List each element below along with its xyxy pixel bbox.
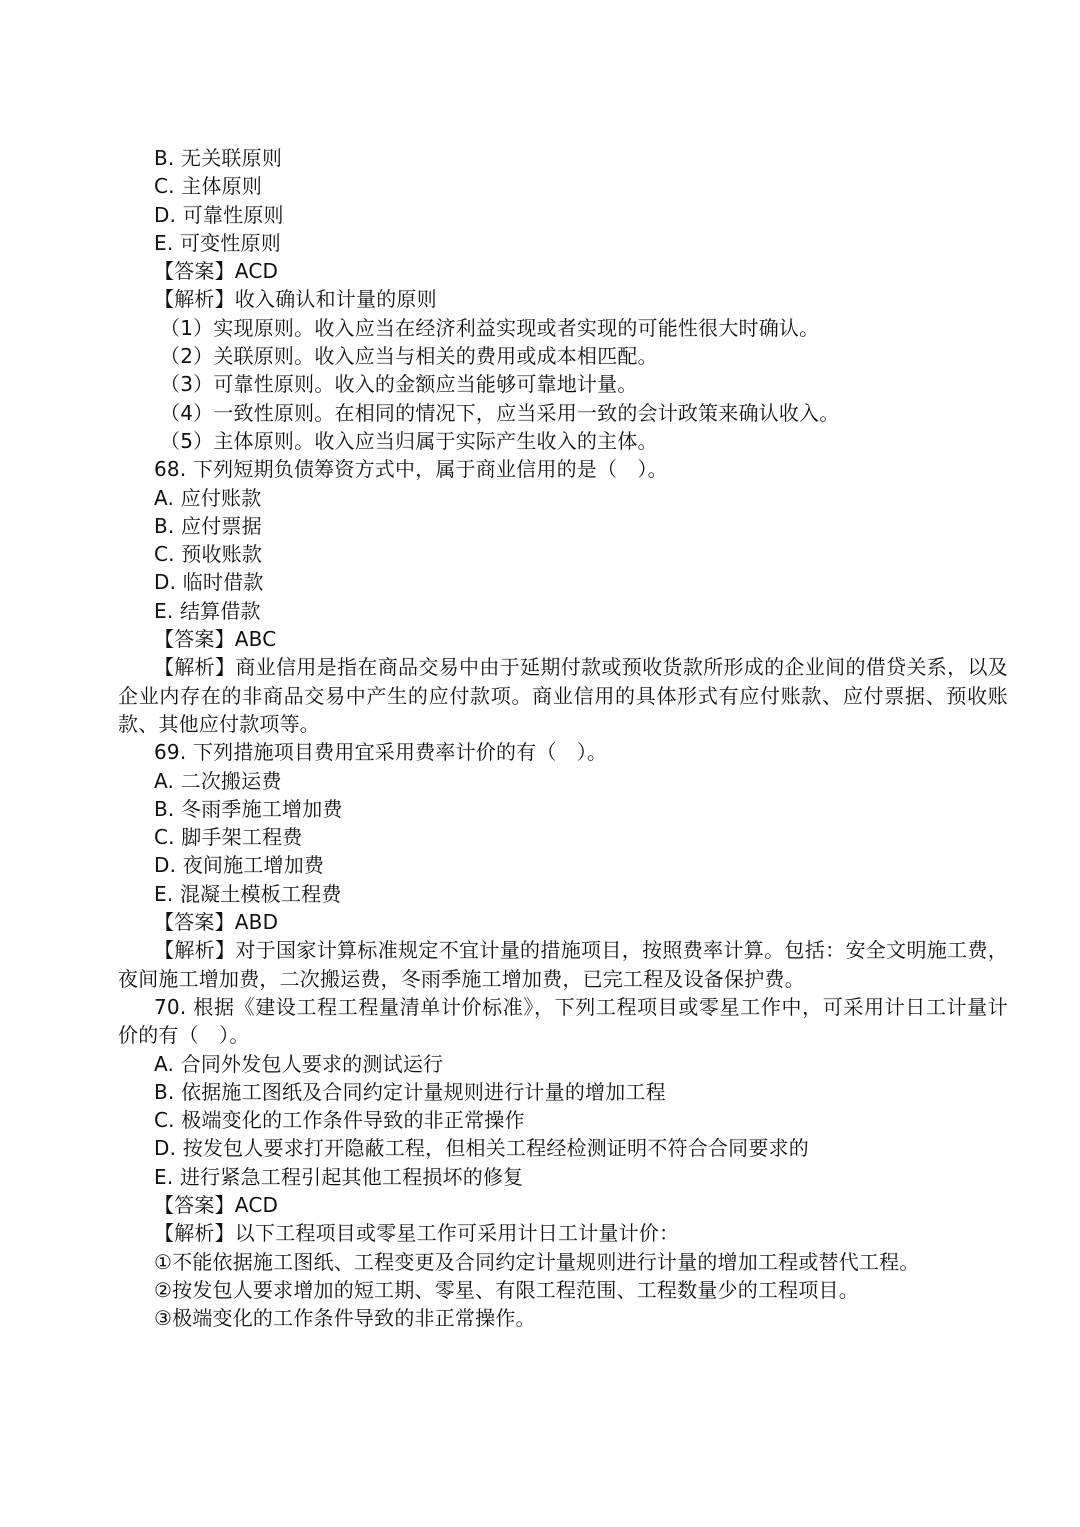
q70-analysis-item-2: ②按发包人要求增加的短工期、零星、有限工程范围、工程数量少的工程项目。 [154,1277,859,1302]
q70-option-b: B. 依据施工图纸及合同约定计量规则进行计量的增加工程 [154,1079,666,1104]
q67-analysis-item-4: （4）一致性原则。在相同的情况下，应当采用一致的会计政策来确认收入。 [160,400,840,425]
q68-option-b: B. 应付票据 [154,513,262,538]
q69-question: 69. 下列措施项目费用宜采用费率计价的有（ ）。 [154,740,608,765]
q68-answer: 【答案】ABC [154,627,277,652]
q67-analysis-item-2: （2）关联原则。收入应当与相关的费用或成本相匹配。 [160,344,658,369]
q67-analysis-head: 【解析】收入确认和计量的原则 [154,287,437,312]
q67-answer: 【答案】ACD [154,259,279,284]
q70-analysis-item-3: ③极端变化的工作条件导致的非正常操作。 [154,1306,536,1331]
q68-analysis: 【解析】商业信用是指在商品交易中由于延期付款或预收货款所形成的企业间的借贷关系，以及企业内存在的非商品交易中产生的应付款项。商业信用的具体形式有应付账款、应付票据、预收账款、其他应付款项等。 [118,655,1008,736]
q70-answer: 【答案】ACD [154,1192,279,1217]
q67-analysis-item-1: （1）实现原则。收入应当在经济利益实现或者实现的可能性很大时确认。 [160,315,820,340]
q70-option-a: A. 合同外发包人要求的测试运行 [154,1051,444,1076]
q70-analysis-head: 【解析】以下工程项目或零星工作可采用计日工计量计价： [154,1221,680,1246]
q70-question: 70. 根据《建设工程工程量清单计价标准》，下列工程项目或零星工作中，可采用计日工计量计价的有（ ）。 [118,994,1008,1048]
q70-option-e: E. 进行紧急工程引起其他工程损坏的修复 [154,1164,524,1189]
q69-option-e: E. 混凝土模板工程费 [154,881,342,906]
q67-option-c: C. 主体原则 [154,174,263,199]
q70-option-d: D. 按发包人要求打开隐蔽工程，但相关工程经检测证明不符合合同要求的 [154,1136,809,1161]
q69-option-c: C. 脚手架工程费 [154,825,303,850]
q68-option-c: C. 预收账款 [154,542,263,567]
q70-analysis-item-1: ①不能依据施工图纸、工程变更及合同约定计量规则进行计量的增加工程或替代工程。 [154,1249,920,1274]
q69-answer: 【答案】ABD [154,910,279,935]
q68-question: 68. 下列短期负债筹资方式中，属于商业信用的是（ ）。 [154,457,668,482]
q68-option-e: E. 结算借款 [154,598,261,623]
q67-analysis-item-5: （5）主体原则。收入应当归属于实际产生收入的主体。 [160,428,658,453]
q68-option-d: D. 临时借款 [154,570,264,595]
q67-option-e: E. 可变性原则 [154,230,281,255]
q69-option-a: A. 二次搬运费 [154,768,282,793]
q69-analysis: 【解析】对于国家计算标准规定不宜计量的措施项目，按照费率计算。包括：安全文明施工费，夜间施工增加费，二次搬运费，冬雨季施工增加费，已完工程及设备保护费。 [118,938,1008,991]
q70-option-c: C. 极端变化的工作条件导致的非正常操作 [154,1108,525,1133]
q67-analysis-item-3: （3）可靠性原则。收入的金额应当能够可靠地计量。 [160,372,638,397]
q67-option-d: D. 可靠性原则 [154,202,284,227]
q68-option-a: A. 应付账款 [154,485,262,510]
q69-option-b: B. 冬雨季施工增加费 [154,796,343,821]
q67-option-b: B. 无关联原则 [154,146,283,170]
q69-option-d: D. 夜间施工增加费 [154,853,325,878]
document-content [118,144,1008,1332]
